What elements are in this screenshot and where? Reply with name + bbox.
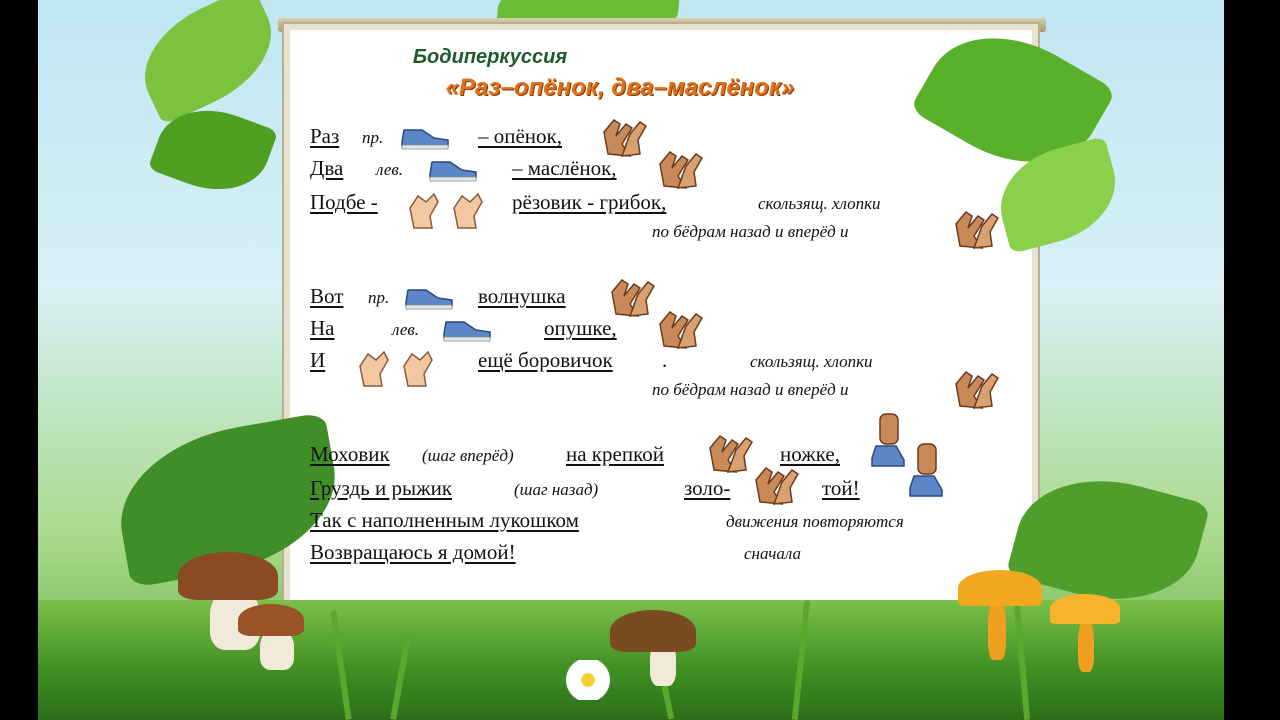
verse1-line1-hint: пр. — [362, 128, 384, 147]
shoe-icon — [426, 156, 480, 182]
verse2-note1: скользящ. хлопки — [750, 352, 873, 371]
verse2-line2-word: На — [310, 316, 335, 340]
nature-frame — [38, 0, 1224, 720]
page-title: Бодиперкуссия — [412, 46, 568, 68]
verse3-line2-hint: (шаг назад) — [514, 480, 599, 499]
clap-hands-icon — [752, 462, 800, 508]
verse1-note1: скользящ. хлопки — [758, 194, 881, 213]
finger-snap-icon — [398, 344, 438, 390]
leg-step-icon — [904, 440, 948, 502]
clap-hands-icon — [706, 430, 754, 476]
verse3-line1-mid: на крепкой — [566, 442, 664, 466]
shoe-icon — [440, 316, 494, 342]
verse3-line1-word: Моховик — [310, 442, 390, 466]
mushroom-stem — [260, 630, 294, 670]
chanterelle-stem — [988, 600, 1006, 660]
mushroom-cap — [610, 610, 696, 652]
verse3-line4-note: сначала — [744, 544, 801, 563]
verse3-line3-note: движения повторяются — [726, 512, 904, 531]
verse1-line2-tail: – маслёнок, — [512, 156, 617, 180]
letterbox-right — [1224, 0, 1280, 720]
verse2-line1-word: Вот — [310, 284, 344, 308]
daisy-flower — [558, 660, 618, 700]
clap-hands-icon — [656, 146, 704, 192]
verse2-line1-hint: пр. — [368, 288, 390, 307]
verse1-line3-word: Подбе - — [310, 190, 378, 214]
shoe-icon — [402, 284, 456, 310]
chanterelle-cap — [958, 570, 1042, 606]
page-subtitle: «Раз–опёнок, два–маслёнок» — [445, 74, 795, 101]
shoe-icon — [398, 124, 452, 150]
letterbox-left — [0, 0, 38, 720]
verse2-line3-tail: ещё боровичок — [478, 348, 613, 372]
verse3-line2-tail: той! — [822, 476, 860, 500]
mushroom-cap — [238, 604, 304, 636]
verse3-line4-word: Возвращаюсь я домой! — [310, 540, 516, 564]
verse3-line2-mid: золо- — [684, 476, 731, 500]
verse1-line2-hint: лев. — [376, 160, 404, 179]
verse1-note2: по бёдрам назад и вперёд и — [652, 222, 849, 241]
verse2-line3-word: И — [310, 348, 326, 372]
verse3-line1-hint: (шаг вперёд) — [422, 446, 514, 465]
clap-hands-icon — [952, 206, 1000, 252]
verse1-line1-tail: – опёнок, — [478, 124, 562, 148]
verse3-line1-tail: ножке, — [780, 442, 840, 466]
chanterelle-cap — [1050, 594, 1120, 624]
finger-snap-icon — [448, 186, 488, 232]
clap-hands-icon — [656, 306, 704, 352]
verse3-line2-word: Груздь и рыжик — [310, 476, 453, 500]
mushroom-cap — [178, 552, 278, 600]
finger-snap-icon — [354, 344, 394, 390]
verse3-line3-word: Так с наполненным лукошком — [310, 508, 579, 532]
verse2-line2-hint: лев. — [392, 320, 420, 339]
clap-hands-icon — [952, 366, 1000, 412]
verse2-line3-dot: . — [662, 348, 668, 372]
verse1-line2-word: Два — [310, 156, 344, 180]
verse2-line1-tail: волнушка — [478, 284, 566, 308]
verse2-line2-tail: опушке, — [544, 316, 617, 340]
finger-snap-icon — [404, 186, 444, 232]
leaf-decoration — [126, 0, 291, 125]
chanterelle-stem — [1078, 620, 1094, 672]
clap-hands-icon — [600, 114, 648, 160]
verse2-note2: по бёдрам назад и вперёд и — [652, 380, 849, 399]
verse1-line3-tail: рёзовик - грибок, — [512, 190, 667, 214]
clap-hands-icon — [608, 274, 656, 320]
verse1-line1-word: Раз — [310, 124, 340, 148]
